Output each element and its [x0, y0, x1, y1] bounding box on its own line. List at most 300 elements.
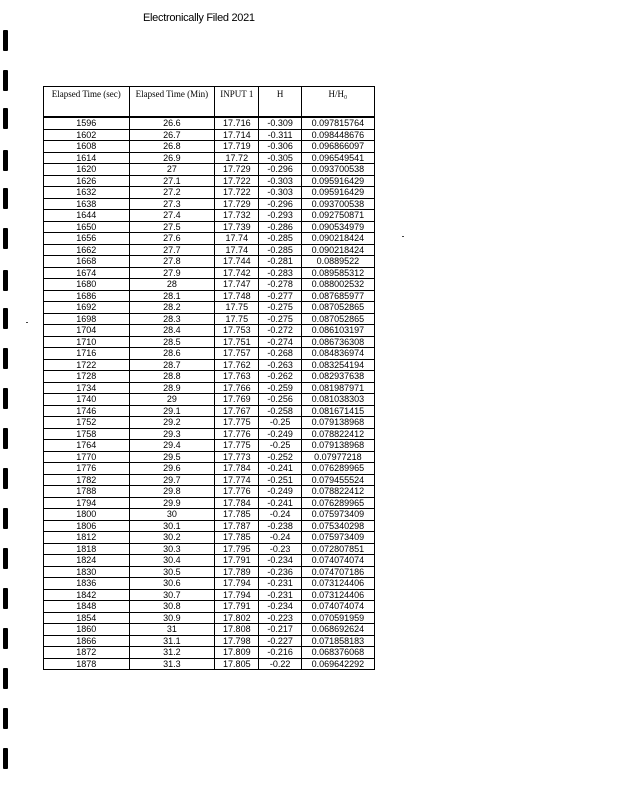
table-cell: 17.747 — [215, 279, 259, 291]
column-header: Elapsed Time (sec) — [44, 87, 130, 118]
table-cell: 17.802 — [215, 612, 259, 624]
table-cell: -0.217 — [259, 624, 301, 636]
table-cell: -0.251 — [259, 474, 301, 486]
table-cell: 26.8 — [129, 141, 215, 153]
table-cell: -0.305 — [259, 152, 301, 164]
table-cell: 28.8 — [129, 371, 215, 383]
table-row — [44, 532, 375, 544]
table-cell: 0.0889522 — [301, 256, 374, 268]
table-cell: -0.303 — [259, 175, 301, 187]
table-cell: -0.24 — [259, 532, 301, 544]
table-cell: 17.748 — [215, 290, 259, 302]
table-cell: 17.775 — [215, 417, 259, 429]
table-cell: -0.227 — [259, 635, 301, 647]
table-row — [44, 187, 375, 199]
table-cell: 28.1 — [129, 290, 215, 302]
binder-mark — [3, 270, 8, 291]
table-cell: 17.784 — [215, 463, 259, 475]
table-cell: 29.9 — [129, 497, 215, 509]
table-cell: -0.223 — [259, 612, 301, 624]
table-cell: 0.069642292 — [301, 658, 374, 670]
table-cell: 0.074074074 — [301, 601, 374, 613]
binder-mark — [3, 70, 8, 91]
column-header: Elapsed Time (Min) — [129, 87, 215, 118]
table-cell: 0.095916429 — [301, 187, 374, 199]
table-row — [44, 233, 375, 245]
table-cell: -0.293 — [259, 210, 301, 222]
table-cell: 29.8 — [129, 486, 215, 498]
table-cell: -0.285 — [259, 233, 301, 245]
table-cell: 1674 — [44, 267, 130, 279]
table-cell: 17.795 — [215, 543, 259, 555]
table-cell: 1746 — [44, 405, 130, 417]
table-cell: 0.081038303 — [301, 394, 374, 406]
table-cell: 1632 — [44, 187, 130, 199]
table-cell: 27.3 — [129, 198, 215, 210]
table-cell: -0.303 — [259, 187, 301, 199]
table-cell: 17.798 — [215, 635, 259, 647]
table-cell: -0.274 — [259, 336, 301, 348]
table-cell: 1680 — [44, 279, 130, 291]
table-row — [44, 497, 375, 509]
table-cell: -0.258 — [259, 405, 301, 417]
table-cell: 0.073124406 — [301, 589, 374, 601]
table-cell: 1854 — [44, 612, 130, 624]
table-cell: 0.096866097 — [301, 141, 374, 153]
table-cell: 30.8 — [129, 601, 215, 613]
table-cell: 31.2 — [129, 647, 215, 659]
table-cell: 17.775 — [215, 440, 259, 452]
table-cell: -0.231 — [259, 578, 301, 590]
table-cell: -0.23 — [259, 543, 301, 555]
table-row — [44, 451, 375, 463]
table-row — [44, 210, 375, 222]
table-cell: 1740 — [44, 394, 130, 406]
binder-mark — [3, 548, 8, 569]
table-cell: 30.7 — [129, 589, 215, 601]
table-row — [44, 302, 375, 314]
table-cell: 0.079138968 — [301, 417, 374, 429]
table-cell: 0.097815764 — [301, 117, 374, 129]
table-row — [44, 520, 375, 532]
table-cell: 1698 — [44, 313, 130, 325]
table-cell: 1620 — [44, 164, 130, 176]
table-cell: -0.234 — [259, 601, 301, 613]
table-cell: 26.6 — [129, 117, 215, 129]
table-cell: 17.809 — [215, 647, 259, 659]
table-cell: 1722 — [44, 359, 130, 371]
table-cell: 1662 — [44, 244, 130, 256]
table-cell: 17.719 — [215, 141, 259, 153]
table-cell: -0.296 — [259, 164, 301, 176]
table-row — [44, 279, 375, 291]
table-cell: 1656 — [44, 233, 130, 245]
table-row — [44, 244, 375, 256]
table-cell: 30.5 — [129, 566, 215, 578]
table-cell: -0.241 — [259, 497, 301, 509]
table-cell: -0.241 — [259, 463, 301, 475]
table-cell: 17.763 — [215, 371, 259, 383]
table-row — [44, 325, 375, 337]
table-cell: 1836 — [44, 578, 130, 590]
table-cell: 27 — [129, 164, 215, 176]
table-cell: 17.729 — [215, 164, 259, 176]
column-header: H/H₀ — [301, 87, 374, 118]
table-cell: 1692 — [44, 302, 130, 314]
table-row — [44, 658, 375, 670]
table-cell: 0.073124406 — [301, 578, 374, 590]
table-cell: 0.072807851 — [301, 543, 374, 555]
table-cell: 30.2 — [129, 532, 215, 544]
table-cell: 1686 — [44, 290, 130, 302]
binder-mark — [3, 708, 8, 729]
table-cell: 1872 — [44, 647, 130, 659]
table-cell: 1734 — [44, 382, 130, 394]
table-row — [44, 440, 375, 452]
table-cell: 0.076289965 — [301, 463, 374, 475]
table-cell: 1842 — [44, 589, 130, 601]
table-cell: 0.093700538 — [301, 198, 374, 210]
table-cell: 30.1 — [129, 520, 215, 532]
table-cell: -0.249 — [259, 486, 301, 498]
table-cell: 0.074707186 — [301, 566, 374, 578]
table-cell: 1650 — [44, 221, 130, 233]
scan-speck — [26, 322, 28, 323]
table-cell: -0.296 — [259, 198, 301, 210]
table-cell: 1716 — [44, 348, 130, 360]
table-row — [44, 221, 375, 233]
table-cell: 1860 — [44, 624, 130, 636]
table-cell: 27.9 — [129, 267, 215, 279]
binder-hole-marks — [3, 0, 13, 800]
table-cell: 1704 — [44, 325, 130, 337]
table-cell: 1806 — [44, 520, 130, 532]
table-row — [44, 428, 375, 440]
table-cell: 31 — [129, 624, 215, 636]
table-cell: 0.090218424 — [301, 233, 374, 245]
table-cell: 26.7 — [129, 129, 215, 141]
binder-mark — [3, 668, 8, 689]
table-cell: 27.4 — [129, 210, 215, 222]
table-row — [44, 141, 375, 153]
table-cell: 0.086736308 — [301, 336, 374, 348]
table-cell: 17.808 — [215, 624, 259, 636]
table-row — [44, 474, 375, 486]
table-cell: 17.729 — [215, 198, 259, 210]
table-cell: 17.773 — [215, 451, 259, 463]
table-row — [44, 313, 375, 325]
table-row — [44, 624, 375, 636]
table-cell: 1596 — [44, 117, 130, 129]
table-row — [44, 382, 375, 394]
binder-mark — [3, 468, 8, 489]
table-header-row — [44, 87, 375, 118]
table-cell: 1668 — [44, 256, 130, 268]
table-cell: 29.4 — [129, 440, 215, 452]
table-cell: 0.082937638 — [301, 371, 374, 383]
table-cell: 1878 — [44, 658, 130, 670]
table-cell: -0.278 — [259, 279, 301, 291]
table-row — [44, 417, 375, 429]
table-row — [44, 290, 375, 302]
table-cell: 28.7 — [129, 359, 215, 371]
table-cell: 1830 — [44, 566, 130, 578]
table-cell: 17.787 — [215, 520, 259, 532]
table-row — [44, 405, 375, 417]
table-cell: 0.084836974 — [301, 348, 374, 360]
table-cell: 27.8 — [129, 256, 215, 268]
filing-stamp: Electronically Filed 2021 — [143, 12, 255, 24]
table-row — [44, 129, 375, 141]
table-cell: 1776 — [44, 463, 130, 475]
binder-mark — [3, 108, 8, 129]
binder-mark — [3, 188, 8, 209]
table-cell: 30.3 — [129, 543, 215, 555]
table-cell: 1602 — [44, 129, 130, 141]
table-cell: 0.087052865 — [301, 302, 374, 314]
table-cell: 0.068692624 — [301, 624, 374, 636]
table-cell: 1848 — [44, 601, 130, 613]
table-cell: -0.249 — [259, 428, 301, 440]
table-cell: -0.216 — [259, 647, 301, 659]
table-cell: 1638 — [44, 198, 130, 210]
binder-mark — [3, 508, 8, 529]
table-cell: 30.4 — [129, 555, 215, 567]
table-cell: 28.4 — [129, 325, 215, 337]
table-cell: -0.306 — [259, 141, 301, 153]
table-cell: 27.7 — [129, 244, 215, 256]
binder-mark — [3, 228, 8, 249]
table-cell: 27.6 — [129, 233, 215, 245]
table-cell: 17.774 — [215, 474, 259, 486]
table-body — [44, 117, 375, 670]
table-cell: 29.7 — [129, 474, 215, 486]
table-cell: 0.088002532 — [301, 279, 374, 291]
table-cell: 0.090218424 — [301, 244, 374, 256]
table-cell: 17.766 — [215, 382, 259, 394]
table-cell: 0.089585312 — [301, 267, 374, 279]
table-cell: 17.785 — [215, 509, 259, 521]
table-row — [44, 198, 375, 210]
table-row — [44, 543, 375, 555]
table-cell: 0.087052865 — [301, 313, 374, 325]
table-cell: 0.071858183 — [301, 635, 374, 647]
table-cell: 28.2 — [129, 302, 215, 314]
table-cell: -0.238 — [259, 520, 301, 532]
table-cell: -0.277 — [259, 290, 301, 302]
table-cell: -0.263 — [259, 359, 301, 371]
table-cell: -0.272 — [259, 325, 301, 337]
table-cell: 17.74 — [215, 244, 259, 256]
table-cell: 17.742 — [215, 267, 259, 279]
table-row — [44, 612, 375, 624]
table-cell: 17.722 — [215, 187, 259, 199]
table-cell: 0.096549541 — [301, 152, 374, 164]
table-cell: -0.25 — [259, 417, 301, 429]
table-row — [44, 152, 375, 164]
table-row — [44, 647, 375, 659]
table-cell: 17.751 — [215, 336, 259, 348]
table-cell: 1788 — [44, 486, 130, 498]
binder-mark — [3, 308, 8, 329]
table-row — [44, 164, 375, 176]
table-cell: -0.252 — [259, 451, 301, 463]
measurement-table — [43, 86, 375, 670]
table-cell: -0.24 — [259, 509, 301, 521]
table-cell: 17.75 — [215, 302, 259, 314]
binder-mark — [3, 628, 8, 649]
table-cell: 17.789 — [215, 566, 259, 578]
table-row — [44, 175, 375, 187]
table-cell: 0.078822412 — [301, 486, 374, 498]
table-cell: 0.07977218 — [301, 451, 374, 463]
table-cell: 29 — [129, 394, 215, 406]
table-cell: 28.9 — [129, 382, 215, 394]
table-row — [44, 578, 375, 590]
table-cell: 1608 — [44, 141, 130, 153]
table-cell: 17.767 — [215, 405, 259, 417]
column-header: H — [259, 87, 301, 118]
table-cell: 0.075973409 — [301, 532, 374, 544]
table-cell: 0.087685977 — [301, 290, 374, 302]
table-cell: 17.791 — [215, 555, 259, 567]
table-cell: 0.086103197 — [301, 325, 374, 337]
table-cell: 1626 — [44, 175, 130, 187]
table-row — [44, 117, 375, 129]
table-row — [44, 589, 375, 601]
table-row — [44, 509, 375, 521]
table-row — [44, 463, 375, 475]
table-cell: 0.090534979 — [301, 221, 374, 233]
table-cell: 28.6 — [129, 348, 215, 360]
table-cell: 29.6 — [129, 463, 215, 475]
table-cell: 1800 — [44, 509, 130, 521]
table-cell: 29.3 — [129, 428, 215, 440]
table-cell: 1794 — [44, 497, 130, 509]
column-header: INPUT 1 — [215, 87, 259, 118]
table-cell: 0.081987971 — [301, 382, 374, 394]
table-cell: -0.281 — [259, 256, 301, 268]
table-cell: 0.075973409 — [301, 509, 374, 521]
table-cell: 1812 — [44, 532, 130, 544]
binder-mark — [3, 388, 8, 409]
table-row — [44, 601, 375, 613]
table-cell: 30 — [129, 509, 215, 521]
table-cell: 31.1 — [129, 635, 215, 647]
table-row — [44, 635, 375, 647]
table-cell: 17.74 — [215, 233, 259, 245]
table-cell: -0.256 — [259, 394, 301, 406]
table-row — [44, 256, 375, 268]
table-cell: 1710 — [44, 336, 130, 348]
table-cell: 17.714 — [215, 129, 259, 141]
table-cell: -0.231 — [259, 589, 301, 601]
table-cell: 17.72 — [215, 152, 259, 164]
table-cell: 17.753 — [215, 325, 259, 337]
table-cell: 17.762 — [215, 359, 259, 371]
table-cell: 0.079138968 — [301, 440, 374, 452]
table-cell: -0.259 — [259, 382, 301, 394]
table-cell: 30.6 — [129, 578, 215, 590]
table-cell: -0.311 — [259, 129, 301, 141]
binder-mark — [3, 588, 8, 609]
table-cell: -0.283 — [259, 267, 301, 279]
table-cell: 17.744 — [215, 256, 259, 268]
table-cell: 1824 — [44, 555, 130, 567]
table-cell: 0.078822412 — [301, 428, 374, 440]
table-cell: 0.092750871 — [301, 210, 374, 222]
binder-mark — [3, 348, 8, 369]
table-cell: -0.25 — [259, 440, 301, 452]
table-cell: 17.784 — [215, 497, 259, 509]
table-cell: 17.794 — [215, 578, 259, 590]
binder-mark — [3, 748, 8, 769]
table-cell: 1764 — [44, 440, 130, 452]
table-cell: -0.309 — [259, 117, 301, 129]
table-cell: 1758 — [44, 428, 130, 440]
table-cell: 0.098448676 — [301, 129, 374, 141]
table-cell: 0.093700538 — [301, 164, 374, 176]
table-cell: 28 — [129, 279, 215, 291]
table-cell: 17.75 — [215, 313, 259, 325]
table-cell: 0.081671415 — [301, 405, 374, 417]
table-cell: -0.275 — [259, 313, 301, 325]
table-row — [44, 348, 375, 360]
table-cell: 0.076289965 — [301, 497, 374, 509]
table-cell: 17.769 — [215, 394, 259, 406]
table-row — [44, 359, 375, 371]
table-cell: -0.268 — [259, 348, 301, 360]
binder-mark — [3, 30, 8, 51]
table-row — [44, 394, 375, 406]
table-row — [44, 336, 375, 348]
table-row — [44, 371, 375, 383]
table-cell: -0.236 — [259, 566, 301, 578]
table-cell: 17.785 — [215, 532, 259, 544]
table-cell: 29.5 — [129, 451, 215, 463]
table-cell: 28.3 — [129, 313, 215, 325]
table-cell: 17.732 — [215, 210, 259, 222]
table-row — [44, 267, 375, 279]
table-cell: 17.776 — [215, 486, 259, 498]
table-cell: 17.776 — [215, 428, 259, 440]
table-cell: 27.2 — [129, 187, 215, 199]
binder-mark — [3, 150, 8, 171]
binder-mark — [3, 428, 8, 449]
table-cell: 1818 — [44, 543, 130, 555]
table-cell: 17.757 — [215, 348, 259, 360]
table-row — [44, 566, 375, 578]
table-cell: -0.262 — [259, 371, 301, 383]
table-cell: 0.070591959 — [301, 612, 374, 624]
table-cell: 1614 — [44, 152, 130, 164]
table-row — [44, 555, 375, 567]
table-cell: -0.285 — [259, 244, 301, 256]
table-cell: 26.9 — [129, 152, 215, 164]
table-cell: 1782 — [44, 474, 130, 486]
table-cell: 17.805 — [215, 658, 259, 670]
table-cell: 1728 — [44, 371, 130, 383]
table-cell: -0.286 — [259, 221, 301, 233]
table-cell: 31.3 — [129, 658, 215, 670]
table-cell: 0.068376068 — [301, 647, 374, 659]
table-cell: 1866 — [44, 635, 130, 647]
table-cell: -0.275 — [259, 302, 301, 314]
table-cell: 0.079455524 — [301, 474, 374, 486]
table-cell: 1644 — [44, 210, 130, 222]
table-cell: 29.1 — [129, 405, 215, 417]
table-cell: 0.095916429 — [301, 175, 374, 187]
